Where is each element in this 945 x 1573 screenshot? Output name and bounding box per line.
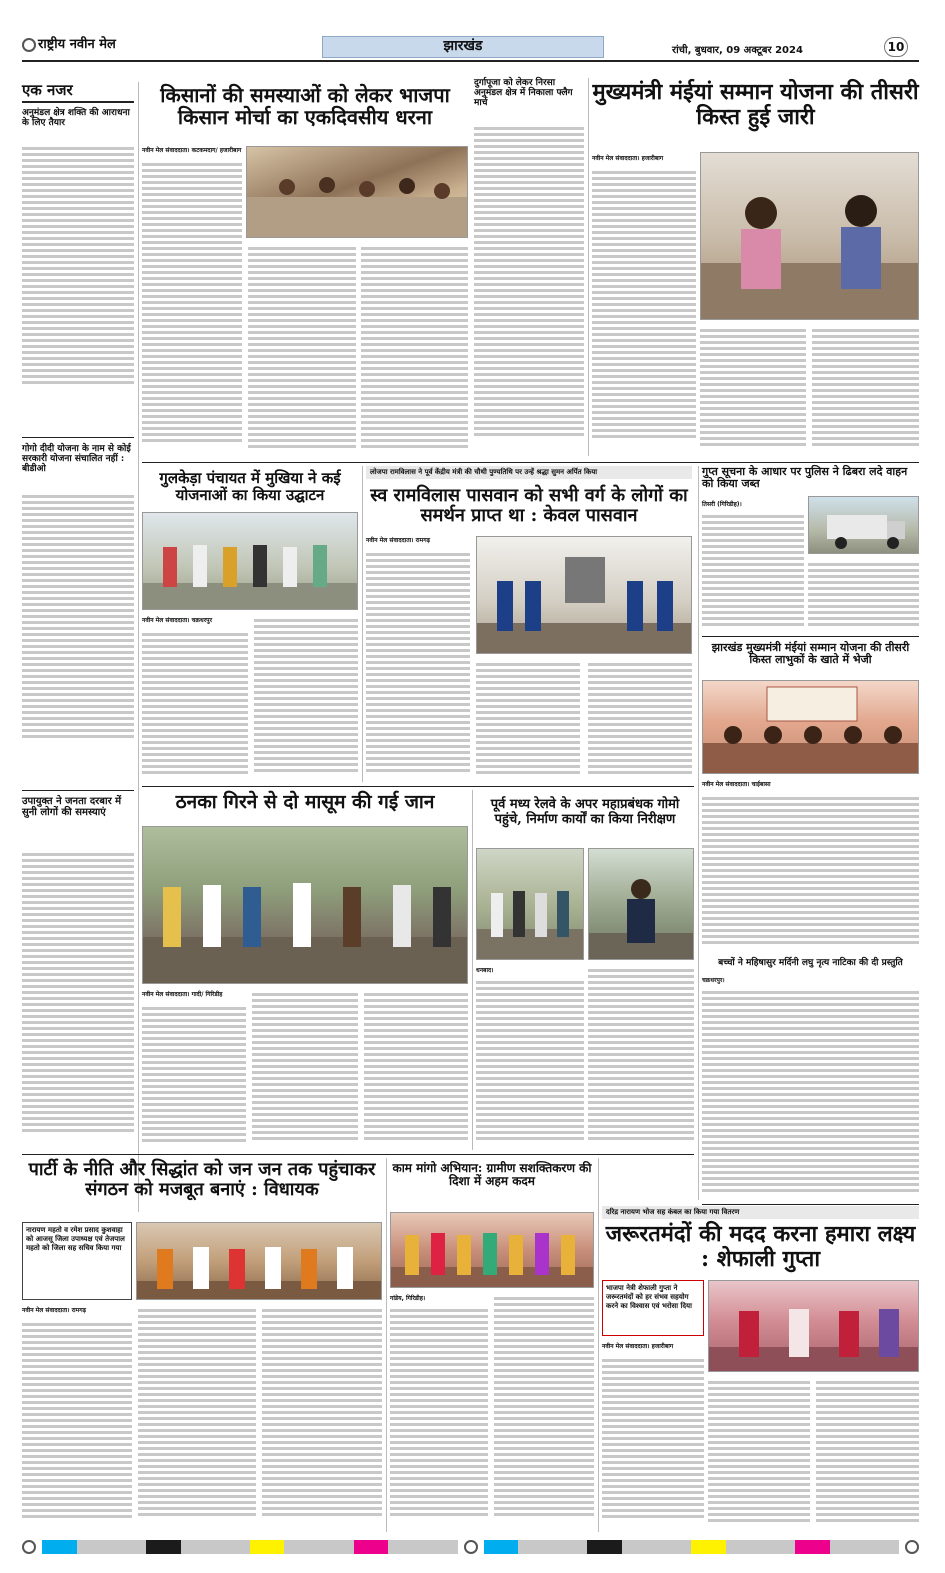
shefali-body-col3	[816, 1378, 919, 1530]
column-divider	[698, 466, 699, 1200]
gulkeda-dateline: नवीन मेल संवाददाता। चक्रधरपुर	[142, 617, 213, 624]
party-body-col2	[138, 1306, 256, 1530]
color-strip-left	[42, 1540, 458, 1554]
paswan-headline: स्व रामविलास पासवान को सभी वर्ग के लोगों का समर्थन प्राप्त था : केवल पासवान	[370, 485, 688, 527]
column-divider	[362, 466, 363, 782]
maiyan-dateline: नवीन मेल संवाददाता। हजारीबाग	[592, 155, 664, 162]
color-swatch	[423, 1540, 458, 1554]
railway-dateline: धनबाद।	[476, 967, 494, 974]
section-rule	[142, 462, 919, 463]
police-body-col2	[808, 560, 919, 632]
gulkeda-body-col1	[142, 630, 248, 780]
gulkeda-photo	[142, 512, 358, 610]
people-image-icon	[701, 153, 919, 320]
kaam-body-col2	[494, 1294, 594, 1530]
bjp-body-col2	[248, 244, 356, 456]
color-swatch	[319, 1540, 354, 1554]
crowd-image-icon	[247, 147, 468, 238]
railway-photo1	[476, 848, 584, 960]
shefali-dateline: नवीन मेल संवाददाता। हजारीबाग	[602, 1343, 674, 1350]
inspection-photo-icon	[477, 849, 584, 960]
party-quote-box	[22, 1222, 132, 1300]
shefali-quote-text: भाजपा नेत्री शेफाली गुप्ता ने जरूरतमंदों को हर संभव सहयोग करने का विश्वास एवं भरोसा दिया	[606, 1284, 692, 1311]
color-swatch	[181, 1540, 216, 1554]
maiyan2-dateline: नवीन मेल संवाददाता। चाईबासा	[702, 781, 771, 788]
thanka-photo	[142, 826, 468, 984]
ek-nazar-label: एक नजर	[22, 82, 134, 103]
crowd-photo-icon	[143, 827, 468, 984]
section-rule	[702, 1204, 919, 1205]
thanka-body-col3	[364, 990, 468, 1148]
ek-nazar-item1-body	[22, 144, 134, 424]
bjp-body-col3	[361, 244, 468, 456]
railway-headline: पूर्व मध्य रेलवे के अपर महाप्रबंधक गोमो पहुंचे, निर्माण कार्यों का किया निरीक्षण	[490, 797, 680, 827]
paswan-dateline: नवीन मेल संवाददाता। रामगढ़	[366, 537, 430, 544]
thanka-body-col2	[252, 990, 358, 1148]
party-headline: पार्टी के नीति और सिद्धांत को जन जन तक पहुंचाकर संगठन को मजबूत बनाएं : विधायक	[28, 1159, 376, 1201]
felicitation-photo-icon	[137, 1223, 382, 1300]
bjp-body-col1	[142, 160, 242, 456]
kaam-headline: काम मांगो अभियान: ग्रामीण सशक्तिकरण की दिशा में अहम कदम	[392, 1161, 592, 1189]
police-headline: गुप्त सूचना के आधार पर पुलिस ने ढिबरा लदे वाहन को किया जब्त	[702, 465, 908, 491]
column-divider	[386, 1158, 387, 1532]
color-swatch	[284, 1540, 319, 1554]
railway-photo2	[588, 848, 694, 960]
maiyan-body-col1	[592, 168, 696, 456]
column-divider	[588, 78, 589, 456]
paswan-body-col2	[476, 660, 580, 782]
color-strip-right	[484, 1540, 900, 1554]
color-swatch	[761, 1540, 796, 1554]
railway-body-col1	[476, 978, 584, 1148]
nritya-body	[702, 988, 919, 1200]
durga-headline: दुर्गापूजा को लेकर निरसा अनुमंडल क्षेत्र में निकाला फ्लैग मार्च	[474, 78, 573, 109]
group-photo-icon	[143, 513, 358, 610]
color-swatch	[795, 1540, 830, 1554]
color-swatch	[77, 1540, 112, 1554]
maiyan-photo	[700, 152, 919, 320]
shefali-photo	[708, 1280, 919, 1372]
party-quote-text: नारायण महतो व रमेश प्रसाद कुशवाहा को आजसू जिला उपाध्यक्ष एवं तेजपाल महतो को जिला सह सचिव किया गया	[26, 1226, 125, 1253]
gulkeda-headline: गुलकेड़ा पंचायत में मुखिया ने कई योजनाओं का किया उद्घाटन	[159, 469, 341, 504]
color-swatch	[146, 1540, 181, 1554]
blanket-distribution-photo-icon	[709, 1281, 919, 1372]
color-swatch	[553, 1540, 588, 1554]
bjp-photo	[246, 146, 468, 238]
register-mark-icon	[22, 38, 36, 52]
shefali-headline: जरूरतमंदों की मदद करना हमारा लक्ष्य : शेफाली गुप्ता	[605, 1221, 916, 1272]
paswan-photo	[476, 536, 692, 654]
color-swatch	[830, 1540, 865, 1554]
page-number: 10	[884, 37, 908, 57]
police-body-col1	[702, 512, 804, 632]
color-swatch	[587, 1540, 622, 1554]
maiyan2-body	[702, 794, 919, 954]
registration-color-bar	[22, 1540, 919, 1554]
shefali-body-col2	[708, 1378, 810, 1530]
register-mark-icon	[905, 1540, 919, 1554]
column-divider	[138, 82, 139, 1212]
section-rule	[702, 636, 919, 637]
bjp-dateline: नवीन मेल संवाददाता। कटकमदाग/ हजारीबाग	[142, 147, 242, 154]
register-mark-icon	[22, 1540, 36, 1554]
officer-photo-icon	[589, 849, 694, 960]
shefali-kicker: दरिद्र नारायण भोज सह कंबल का किया गया वितरण	[602, 1206, 919, 1219]
durga-body	[474, 124, 584, 456]
ek-nazar-divider1	[22, 437, 134, 438]
color-swatch	[518, 1540, 553, 1554]
tribute-photo-icon	[477, 537, 692, 654]
color-swatch	[111, 1540, 146, 1554]
party-photo	[136, 1222, 382, 1300]
column-divider	[598, 1158, 599, 1532]
color-swatch	[864, 1540, 899, 1554]
event-photo-icon	[703, 681, 919, 774]
ek-nazar-column	[22, 82, 134, 1212]
railway-body-col2	[588, 966, 694, 1148]
ek-nazar-item1-title: अनुमंडल क्षेत्र शक्ति की आराधना के लिए तैयार	[22, 108, 130, 129]
masthead	[22, 36, 919, 66]
color-swatch	[691, 1540, 726, 1554]
party-body-col3	[262, 1306, 382, 1530]
paswan-body-col1	[366, 550, 470, 782]
maiyan-headline: मुख्यमंत्री मंईयां सम्मान योजना की तीसरी किस्त हुई जारी	[592, 79, 919, 130]
paper-name: राष्ट्रीय नवीन मेल	[38, 37, 116, 52]
thanka-dateline: नवीन मेल संवाददाता। गादी/ गिरिडीह	[142, 991, 223, 998]
masthead-rule	[22, 60, 919, 62]
section-rule	[142, 786, 694, 787]
ek-nazar-divider2	[22, 790, 134, 791]
ek-nazar-item3-body	[22, 850, 134, 1200]
kaam-photo	[390, 1212, 594, 1288]
maiyan2-headline: झारखंड मुख्यमंत्री मंईयां सम्मान योजना की तीसरी किस्त लाभुकों के खाते में भेजी	[711, 641, 910, 667]
ek-nazar-item3-title: उपायुक्त ने जनता दरबार में सुनी लोगों की समस्याएं	[22, 796, 122, 819]
police-dateline: तिसरी (गिरिडीह)।	[702, 501, 742, 508]
color-swatch	[622, 1540, 657, 1554]
color-swatch	[657, 1540, 692, 1554]
color-swatch	[388, 1540, 423, 1554]
color-swatch	[726, 1540, 761, 1554]
maiyan-body-col3	[812, 326, 919, 456]
register-mark-icon	[464, 1540, 478, 1554]
party-dateline: नवीन मेल संवाददाता। रामगढ़	[22, 1307, 86, 1314]
thanka-headline: ठनका गिरने से दो मासूम की गई जान	[175, 791, 435, 813]
column-divider	[472, 790, 473, 1150]
nritya-headline: बच्चों ने महिषासुर मर्दिनी लघु नृत्य नाटिका की दी प्रस्तुति	[718, 958, 903, 968]
shefali-quote-box	[602, 1280, 704, 1336]
color-swatch	[484, 1540, 519, 1554]
thanka-body-col1	[142, 1004, 246, 1148]
maiyan2-photo	[702, 680, 919, 774]
bjp-headline: किसानों की समस्याओं को लेकर भाजपा किसान मोर्चा का एकदिवसीय धरना	[160, 83, 450, 130]
gulkeda-body-col2	[254, 616, 358, 780]
section-title: झारखंड	[443, 38, 483, 54]
paswan-kicker: लोजपा रामविलास ने पूर्व केंद्रीय मंत्री की चौथी पुण्यतिथि पर उन्हें श्रद्धा सुमन अर्पित किया	[366, 466, 692, 479]
kaam-dateline: गांडेय, गिरिडीह।	[390, 1295, 426, 1302]
ek-nazar-item2-body	[22, 492, 134, 782]
shefali-body-col1	[602, 1356, 704, 1530]
paswan-body-col3	[588, 660, 692, 782]
truck-image-icon	[809, 497, 919, 554]
police-photo	[808, 496, 919, 554]
kaam-body-col1	[390, 1306, 488, 1530]
color-swatch	[354, 1540, 389, 1554]
section-rule	[22, 1154, 694, 1155]
color-swatch	[42, 1540, 77, 1554]
color-swatch	[250, 1540, 285, 1554]
ek-nazar-item2-title: गोगो दीदी योजना के नाम से कोई सरकारी योजना संचालित नहीं : बीडीओ	[22, 444, 131, 475]
party-body-col1	[22, 1320, 132, 1530]
color-swatch	[215, 1540, 250, 1554]
nritya-dateline: चक्रधरपुर।	[702, 977, 725, 984]
dateline: रांची, बुधवार, 09 अक्टूबर 2024	[672, 45, 803, 56]
women-group-photo-icon	[391, 1213, 594, 1288]
maiyan-body-col2	[700, 326, 806, 456]
